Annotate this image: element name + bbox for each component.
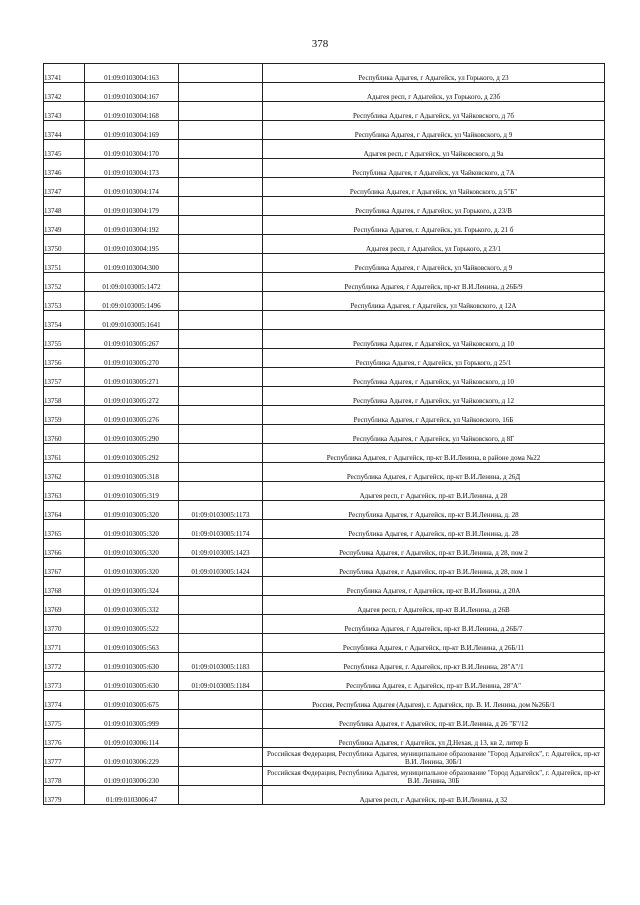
sub-cadastral-number-cell: 01:09:0103005:1184 — [179, 672, 263, 691]
sub-cadastral-number-cell — [179, 596, 263, 615]
address-cell: Россия, Республика Адыгея (Адыгея), г. Адыгейск, пр. В. И. Ленина, дом №26Б/1 — [263, 691, 605, 710]
record-number-cell: 13752 — [44, 273, 85, 292]
address-cell: Адыгея респ, г Адыгейск, ул Горького, д 23/1 — [263, 235, 605, 254]
record-number-cell: 13778 — [44, 767, 85, 786]
table-row — [44, 615, 605, 634]
cadastral-number-cell: 01:09:0103004:169 — [85, 121, 179, 140]
table-row — [44, 786, 605, 805]
cadastral-number-cell: 01:09:0103005:276 — [85, 406, 179, 425]
cadastral-number-cell: 01:09:0103005:563 — [85, 634, 179, 653]
record-number-cell: 13744 — [44, 121, 85, 140]
address-cell: Республика Адыгея, г Адыгейск, ул Д.Нехая, д 13, кв 2, литер Б — [263, 729, 605, 748]
sub-cadastral-number-cell — [179, 216, 263, 235]
cadastral-number-cell: 01:09:0103005:630 — [85, 672, 179, 691]
record-number-cell: 13776 — [44, 729, 85, 748]
record-number-cell: 13766 — [44, 539, 85, 558]
address-cell: Российская Федерация, Республика Адыгея, муниципальное образование "Город Адыгейск", г. Адыгейск, пр-кт В.И. Ленина, 30Б/1 — [263, 748, 605, 767]
record-number-cell: 13775 — [44, 710, 85, 729]
cadastral-number-cell: 01:09:0103005:320 — [85, 501, 179, 520]
table-row — [44, 577, 605, 596]
cadastral-number-cell: 01:09:0103004:195 — [85, 235, 179, 254]
record-number-cell: 13760 — [44, 425, 85, 444]
cadastral-number-cell: 01:09:0103005:630 — [85, 653, 179, 672]
table-row — [44, 292, 605, 311]
sub-cadastral-number-cell — [179, 615, 263, 634]
record-number-cell: 13765 — [44, 520, 85, 539]
address-cell: Республика Адыгея, г Адыгейск, ул Чайковского, д 10 — [263, 368, 605, 387]
table-row — [44, 121, 605, 140]
cadastral-number-cell: 01:09:0103004:300 — [85, 254, 179, 273]
cadastral-number-cell: 01:09:0103004:173 — [85, 159, 179, 178]
cadastral-number-cell: 01:09:0103005:999 — [85, 710, 179, 729]
address-cell: Республика Адыгея, г Адыгейск, пр-кт В.И.Ленина, д 28, пом 1 — [263, 558, 605, 577]
cadastral-number-cell: 01:09:0103005:290 — [85, 425, 179, 444]
record-number-cell: 13754 — [44, 311, 85, 330]
sub-cadastral-number-cell — [179, 330, 263, 349]
record-number-cell: 13773 — [44, 672, 85, 691]
record-number-cell: 13750 — [44, 235, 85, 254]
table-row — [44, 349, 605, 368]
cadastral-number-cell: 01:09:0103005:675 — [85, 691, 179, 710]
table-row — [44, 425, 605, 444]
table-row — [44, 710, 605, 729]
record-number-cell: 13745 — [44, 140, 85, 159]
cadastral-number-cell: 01:09:0103004:179 — [85, 197, 179, 216]
address-cell: Республика Адыгея, г Адыгейск, ул Горького, д 23 — [263, 64, 605, 83]
table-row — [44, 140, 605, 159]
table-row — [44, 197, 605, 216]
table-row — [44, 387, 605, 406]
address-cell: Республика Адыгея, г Адыгейск, ул Чайковского, 16Б — [263, 406, 605, 425]
address-cell: Республика Адыгея, г Адыгейск, ул Горького, д 25/1 — [263, 349, 605, 368]
address-cell: Республика Адыгея, г Адыгейск, ул Чайковского, д 7б — [263, 102, 605, 121]
sub-cadastral-number-cell — [179, 482, 263, 501]
record-number-cell: 13763 — [44, 482, 85, 501]
table-row — [44, 520, 605, 539]
address-cell: Республика Адыгея, г Адыгейск, ул Горького, д 23/В — [263, 197, 605, 216]
sub-cadastral-number-cell: 01:09:0103005:1424 — [179, 558, 263, 577]
cadastral-number-cell: 01:09:0103004:174 — [85, 178, 179, 197]
address-cell: Республика Адыгея, г Адыгейск, пр-кт В.И.Ленина, д 26Б/9 — [263, 273, 605, 292]
address-cell: Республика Адыгея, г. Адыгейск, ул. Горького, д. 21 б — [263, 216, 605, 235]
table-row — [44, 273, 605, 292]
record-number-cell: 13749 — [44, 216, 85, 235]
record-number-cell: 13767 — [44, 558, 85, 577]
cadastral-number-cell: 01:09:0103006:230 — [85, 767, 179, 786]
sub-cadastral-number-cell — [179, 178, 263, 197]
record-number-cell: 13751 — [44, 254, 85, 273]
sub-cadastral-number-cell — [179, 273, 263, 292]
address-cell: Адыгея респ, г Адыгейск, пр-кт В.И.Ленина, д 28 — [263, 482, 605, 501]
address-cell: Республика Адыгея, г Адыгейск, пр-кт В.И.Ленина, д. 28 — [263, 501, 605, 520]
table-row — [44, 463, 605, 482]
cadastral-number-cell: 01:09:0103005:324 — [85, 577, 179, 596]
sub-cadastral-number-cell — [179, 406, 263, 425]
address-cell: Республика Адыгея, г Адыгейск, ул Чайковского, д 8Г — [263, 425, 605, 444]
cadastral-number-cell: 01:09:0103005:1496 — [85, 292, 179, 311]
cadastral-number-cell: 01:09:0103005:272 — [85, 387, 179, 406]
address-cell: Республика Адыгея, г Адыгейск, пр-кт В.И.Ленина, д 28, пом 2 — [263, 539, 605, 558]
sub-cadastral-number-cell — [179, 254, 263, 273]
cadastral-number-cell: 01:09:0103006:47 — [85, 786, 179, 805]
cadastral-number-cell: 01:09:0103006:229 — [85, 748, 179, 767]
sub-cadastral-number-cell — [179, 368, 263, 387]
address-cell: Республика Адыгея, г Адыгейск, ул Чайковского, д 7А — [263, 159, 605, 178]
address-cell: Республика Адыгея, г Адыгейск, пр-кт В.И.Ленина, в районе дома №22 — [263, 444, 605, 463]
sub-cadastral-number-cell — [179, 577, 263, 596]
record-number-cell: 13753 — [44, 292, 85, 311]
sub-cadastral-number-cell — [179, 691, 263, 710]
table-row — [44, 767, 605, 786]
address-cell: Республика Адыгея, г Адыгейск, пр-кт В.И.Ленина, д 20А — [263, 577, 605, 596]
record-number-cell: 13741 — [44, 64, 85, 83]
table-row — [44, 178, 605, 197]
cadastral-number-cell: 01:09:0103004:168 — [85, 102, 179, 121]
cadastral-number-cell: 01:09:0103005:319 — [85, 482, 179, 501]
address-cell: Российская Федерация, Республика Адыгея, муниципальное образование "Город Адыгейск", г. Адыгейск, пр-кт В.И. Ленина, 30Б — [263, 767, 605, 786]
table-row — [44, 406, 605, 425]
address-cell: Республика Адыгея, г Адыгейск, ул Чайковского, д 9 — [263, 254, 605, 273]
table-row — [44, 729, 605, 748]
table-row — [44, 235, 605, 254]
sub-cadastral-number-cell: 01:09:0103005:1174 — [179, 520, 263, 539]
cadastral-number-cell: 01:09:0103005:320 — [85, 558, 179, 577]
address-cell: Республика Адыгея, г Адыгейск, ул Чайковского, д 12 — [263, 387, 605, 406]
table-row — [44, 482, 605, 501]
table-row — [44, 539, 605, 558]
record-number-cell: 13771 — [44, 634, 85, 653]
sub-cadastral-number-cell — [179, 710, 263, 729]
sub-cadastral-number-cell: 01:09:0103005:1423 — [179, 539, 263, 558]
record-number-cell: 13747 — [44, 178, 85, 197]
sub-cadastral-number-cell — [179, 102, 263, 121]
record-number-cell: 13777 — [44, 748, 85, 767]
table-body — [44, 64, 605, 805]
address-cell: Республика Адыгея, г Адыгейск, ул Чайковского, д 12А — [263, 292, 605, 311]
cadastral-number-cell: 01:09:0103006:114 — [85, 729, 179, 748]
record-number-cell: 13762 — [44, 463, 85, 482]
cadastral-number-cell: 01:09:0103005:292 — [85, 444, 179, 463]
record-number-cell: 13772 — [44, 653, 85, 672]
page-number: 378 — [311, 38, 329, 50]
cadastral-number-cell: 01:09:0103005:318 — [85, 463, 179, 482]
sub-cadastral-number-cell — [179, 387, 263, 406]
cadastral-number-cell: 01:09:0103004:192 — [85, 216, 179, 235]
table-row — [44, 691, 605, 710]
table-row — [44, 501, 605, 520]
sub-cadastral-number-cell — [179, 349, 263, 368]
address-cell: Адыгея респ, г Адыгейск, ул Горького, д 23б — [263, 83, 605, 102]
sub-cadastral-number-cell — [179, 64, 263, 83]
sub-cadastral-number-cell — [179, 121, 263, 140]
sub-cadastral-number-cell — [179, 83, 263, 102]
sub-cadastral-number-cell — [179, 235, 263, 254]
sub-cadastral-number-cell — [179, 767, 263, 786]
sub-cadastral-number-cell — [179, 444, 263, 463]
cadastral-number-cell: 01:09:0103005:1641 — [85, 311, 179, 330]
address-cell: Республика Адыгея, г Адыгейск, пр-кт В.И.Ленина, д 26Д — [263, 463, 605, 482]
address-cell — [263, 311, 605, 330]
record-number-cell: 13756 — [44, 349, 85, 368]
record-number-cell: 13774 — [44, 691, 85, 710]
cadastral-number-cell: 01:09:0103005:332 — [85, 596, 179, 615]
table-row — [44, 653, 605, 672]
table-row — [44, 254, 605, 273]
cadastral-number-cell: 01:09:0103005:267 — [85, 330, 179, 349]
address-cell: Республика Адыгея, г. Адыгейск, пр-кт В.И.Ленина, 28"А" — [263, 672, 605, 691]
record-number-cell: 13759 — [44, 406, 85, 425]
address-cell: Республика Адыгея, г. Адыгейск, пр-кт В.И.Ленина, 28"А"/1 — [263, 653, 605, 672]
table-row — [44, 596, 605, 615]
record-number-cell: 13746 — [44, 159, 85, 178]
cadastral-number-cell: 01:09:0103004:167 — [85, 83, 179, 102]
sub-cadastral-number-cell — [179, 425, 263, 444]
sub-cadastral-number-cell — [179, 634, 263, 653]
table-row — [44, 558, 605, 577]
table-row — [44, 634, 605, 653]
table-row — [44, 64, 605, 83]
cadastral-number-cell: 01:09:0103005:320 — [85, 520, 179, 539]
property-register-table — [43, 63, 605, 805]
table-row — [44, 159, 605, 178]
table-row — [44, 748, 605, 767]
table-row — [44, 83, 605, 102]
sub-cadastral-number-cell — [179, 729, 263, 748]
record-number-cell: 13748 — [44, 197, 85, 216]
sub-cadastral-number-cell — [179, 748, 263, 767]
record-number-cell: 13761 — [44, 444, 85, 463]
table-row — [44, 311, 605, 330]
record-number-cell: 13755 — [44, 330, 85, 349]
sub-cadastral-number-cell: 01:09:0103005:1173 — [179, 501, 263, 520]
sub-cadastral-number-cell — [179, 159, 263, 178]
cadastral-number-cell: 01:09:0103005:271 — [85, 368, 179, 387]
address-cell: Республика Адыгея, г Адыгейск, пр-кт В.И.Ленина, д 26Б/7 — [263, 615, 605, 634]
sub-cadastral-number-cell — [179, 463, 263, 482]
sub-cadastral-number-cell: 01:09:0103005:1183 — [179, 653, 263, 672]
address-cell: Республика Адыгея, г Адыгейск, пр-кт В.И.Ленина, д 26Б/11 — [263, 634, 605, 653]
table-row — [44, 216, 605, 235]
record-number-cell: 13769 — [44, 596, 85, 615]
record-number-cell: 13764 — [44, 501, 85, 520]
address-cell: Республика Адыгея, г Адыгейск, ул Чайковского, д 9 — [263, 121, 605, 140]
cadastral-number-cell: 01:09:0103005:320 — [85, 539, 179, 558]
sub-cadastral-number-cell — [179, 292, 263, 311]
record-number-cell: 13757 — [44, 368, 85, 387]
cadastral-number-cell: 01:09:0103004:163 — [85, 64, 179, 83]
address-cell: Республика Адыгея, г Адыгейск, ул Чайковского, д 10 — [263, 330, 605, 349]
record-number-cell: 13768 — [44, 577, 85, 596]
table-row — [44, 102, 605, 121]
table-row — [44, 672, 605, 691]
sub-cadastral-number-cell — [179, 140, 263, 159]
address-cell: Адыгея респ, г Адыгейск, ул Чайковского, д 9а — [263, 140, 605, 159]
address-cell: Адыгея респ, г Адыгейск, пр-кт В.И.Ленина, д 26В — [263, 596, 605, 615]
address-cell: Республика Адыгея, г Адыгейск, пр-кт В.И.Ленина, д. 28 — [263, 520, 605, 539]
table-row — [44, 444, 605, 463]
address-cell: Адыгея респ, г Адыгейск, пр-кт В.И.Ленина, д 32 — [263, 786, 605, 805]
cadastral-number-cell: 01:09:0103005:1472 — [85, 273, 179, 292]
address-cell: Республика Адыгея, г Адыгейск, пр-кт В.И.Ленина, д 26 "Б"/12 — [263, 710, 605, 729]
sub-cadastral-number-cell — [179, 786, 263, 805]
cadastral-number-cell: 01:09:0103004:170 — [85, 140, 179, 159]
address-cell: Республика Адыгея, г Адыгейск, ул Чайковского, д 5"Б" — [263, 178, 605, 197]
record-number-cell: 13743 — [44, 102, 85, 121]
cadastral-number-cell: 01:09:0103005:522 — [85, 615, 179, 634]
sub-cadastral-number-cell — [179, 197, 263, 216]
record-number-cell: 13758 — [44, 387, 85, 406]
table-row — [44, 330, 605, 349]
record-number-cell: 13742 — [44, 83, 85, 102]
record-number-cell: 13779 — [44, 786, 85, 805]
cadastral-number-cell: 01:09:0103005:270 — [85, 349, 179, 368]
sub-cadastral-number-cell — [179, 311, 263, 330]
table-row — [44, 368, 605, 387]
record-number-cell: 13770 — [44, 615, 85, 634]
